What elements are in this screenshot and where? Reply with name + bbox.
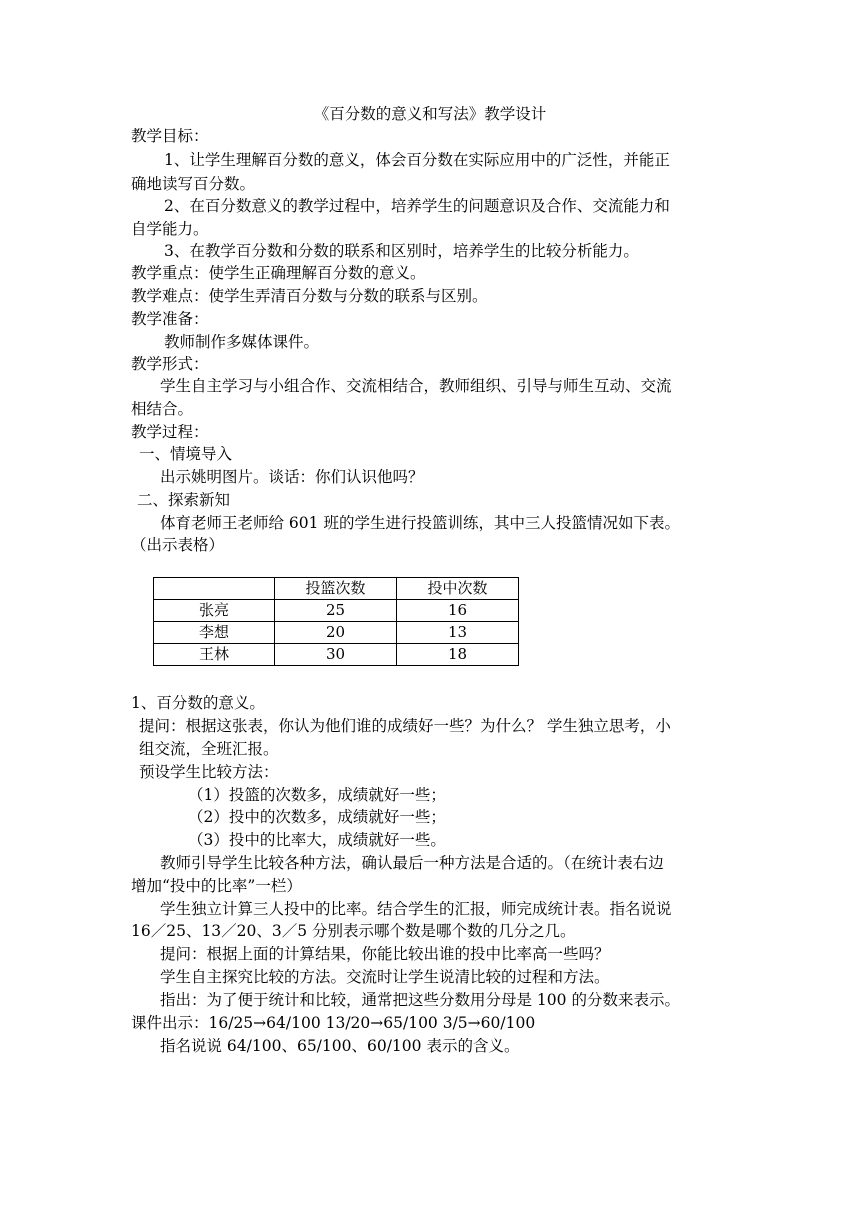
prep-text: 教师制作多媒体课件。 [164, 333, 320, 351]
calc-line-1: 学生独立计算三人投中的比率。结合学生的汇报，师完成统计表。指名说说 [160, 900, 672, 918]
table-header-cell: 投篮次数 [275, 578, 397, 600]
section-1-text: 出示姚明图片。谈话：你们认识他吗？ [160, 468, 424, 486]
table-row [154, 622, 519, 644]
table-header-cell [154, 578, 275, 600]
table-cell: 16 [397, 600, 519, 622]
method-1: （1）投篮的次数多，成绩就好一些； [188, 786, 446, 804]
table-header-cell: 投中次数 [397, 578, 519, 600]
prep-heading: 教学准备： [131, 310, 209, 328]
table-cell: 李想 [154, 622, 275, 644]
document-title: 《百分数的意义和写法》教学设计 [313, 105, 547, 123]
question-2: 提问：根据上面的计算结果，你能比较出谁的投中比率高一些吗？ [160, 945, 610, 963]
table-row [154, 644, 519, 666]
method-3: （3）投中的比率大，成绩就好一些。 [188, 831, 446, 849]
objective-3: 3、在教学百分数和分数的联系和区别时，培养学生的比较分析能力。 [164, 242, 639, 260]
question-1-line-2: 组交流，全班汇报。 [139, 740, 279, 758]
section-2-text-line-1: 体育老师王老师给 601 班的学生进行投篮训练，其中三人投篮情况如下表。 [160, 514, 680, 532]
table-cell: 13 [397, 622, 519, 644]
meaning-say-text: 指名说说 64/100、65/100、60/100 表示的含义。 [160, 1037, 520, 1055]
form-heading: 教学形式： [131, 355, 209, 373]
guide-line-1: 教师引导学生比较各种方法，确认最后一种方法是合适的。（在统计表右边 [160, 854, 664, 872]
section-2-text-line-2: （出示表格） [131, 536, 225, 554]
objectives-heading: 教学目标： [131, 127, 209, 145]
explore-text: 学生自主探究比较的方法。交流时让学生说清比较的过程和方法。 [160, 968, 610, 986]
objective-1-line-2: 确地读写百分数。 [131, 175, 256, 193]
objective-1-line-1: 1、让学生理解百分数的意义，体会百分数在实际应用中的广泛性，并能正 [164, 151, 670, 169]
courseware-text: 课件出示：16/25→64/100 13/20→65/100 3/5→60/100 [131, 1014, 536, 1032]
key-point: 教学重点：使学生正确理解百分数的意义。 [131, 264, 426, 282]
preset-heading: 预设学生比较方法： [139, 763, 279, 781]
table-cell: 30 [275, 644, 397, 666]
point-out-text: 指出：为了便于统计和比较，通常把这些分数用分母是 100 的分数来表示。 [160, 991, 680, 1009]
difficulty: 教学难点：使学生弄清百分数与分数的联系与区别。 [131, 287, 488, 305]
form-text-line-1: 学生自主学习与小组合作、交流相结合，教师组织、引导与师生互动、交流 [160, 377, 672, 395]
table-cell: 25 [275, 600, 397, 622]
table-row [154, 600, 519, 622]
method-2: （2）投中的次数多，成绩就好一些； [188, 808, 446, 826]
form-text-line-2: 相结合。 [131, 400, 194, 418]
section-1-heading: 一、情境导入 [139, 445, 233, 463]
guide-line-2: 增加“投中的比率”一栏） [131, 877, 302, 895]
table-cell: 张亮 [154, 600, 275, 622]
table-cell: 王林 [154, 644, 275, 666]
table-header-row [154, 578, 519, 600]
table-cell: 18 [397, 644, 519, 666]
meaning-heading: 1、百分数的意义。 [131, 694, 265, 712]
shooting-table [153, 577, 519, 666]
objective-2-line-1: 2、在百分数意义的教学过程中，培养学生的问题意识及合作、交流能力和 [164, 197, 670, 215]
question-1-line-1: 提问：根据这张表，你认为他们谁的成绩好一些？为什么？ 学生独立思考，小 [139, 717, 671, 735]
objective-2-line-2: 自学能力。 [131, 220, 209, 238]
process-heading: 教学过程： [131, 423, 209, 441]
table-cell: 20 [275, 622, 397, 644]
section-2-heading: 二、探索新知 [137, 491, 231, 509]
calc-line-2: 16／25、13／20、3／5 分别表示哪个数是哪个数的几分之几。 [131, 922, 576, 940]
